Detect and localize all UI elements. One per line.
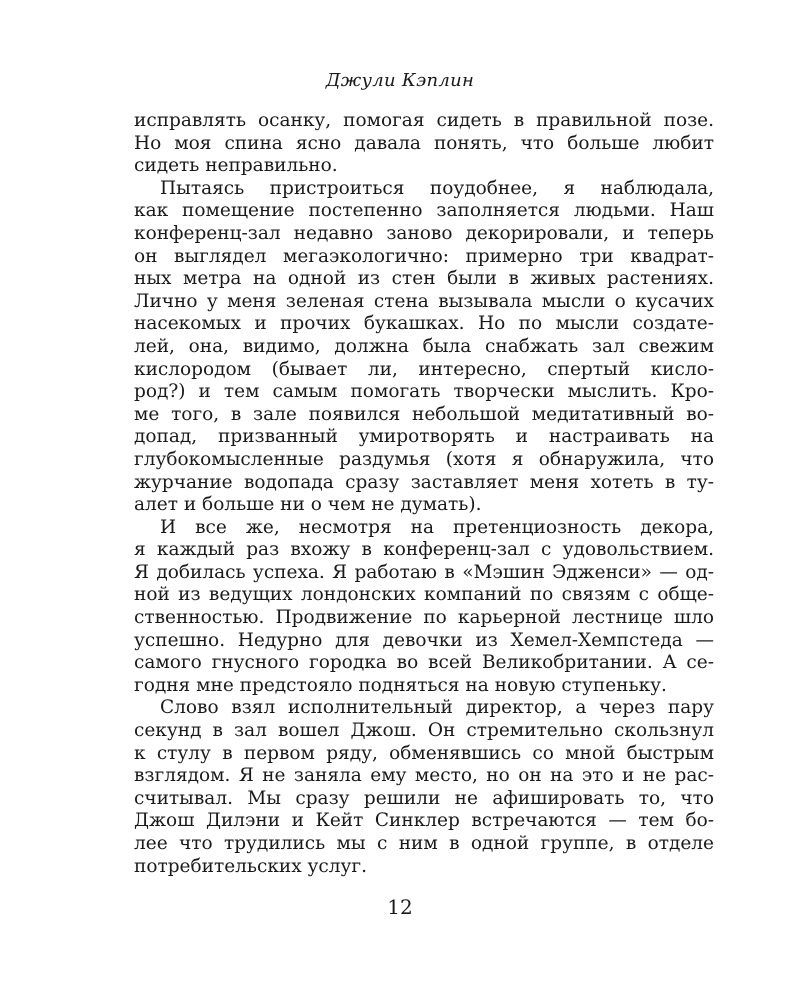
text-line: род?) и тем самым помогать творчески мыслить. Кро-	[134, 381, 714, 403]
body-text	[134, 110, 714, 878]
text-line: насекомых и прочих букашках. Но по мысли создате-	[134, 313, 714, 335]
text-line: лей, она, видимо, должна была снабжать зал свежим	[134, 335, 714, 357]
text-line: потребительских услуг.	[134, 855, 367, 877]
text-line: самого гнусного городка во всей Великобритании. А се-	[134, 652, 714, 674]
text-line: ме того, в зале появился небольшой медитативный во-	[134, 403, 714, 425]
text-line: лее что трудились мы с ним в одной группе, в отделе	[134, 833, 714, 854]
text-line: он выглядел мегаэкологично: примерно три квадрат-	[134, 245, 714, 267]
text-line: Слово взял исполнительный директор, а через пару	[160, 697, 714, 719]
text-line: Я добилась успеха. Я работаю в «Мэшин Эдженси» — од-	[134, 561, 714, 583]
text-line: кислородом (бывает ли, интересно, спертый кисло-	[134, 358, 714, 380]
text-line: я каждый раз вхожу в конференц-зал с удовольствием.	[134, 539, 714, 561]
text-line: годня мне предстояло подняться на новую ступеньку.	[134, 674, 667, 696]
text-line: Джош Дилэни и Кейт Синклер встречаются — тем бо-	[134, 810, 714, 832]
text-line: считывал. Мы сразу решили не афишировать то, что	[134, 787, 714, 809]
paragraph-3	[134, 517, 714, 698]
text-line: сидеть неправильно.	[134, 155, 338, 177]
text-line: успешно. Недурно для девочки из Хемел-Хемпстеда —	[134, 629, 714, 651]
text-line: Но моя спина ясно давала понять, что больше любит	[134, 132, 714, 154]
text-line: исправлять осанку, помогая сидеть в правильной позе.	[134, 110, 714, 131]
text-line: журчание водопада сразу заставляет меня хотеть в ту-	[134, 471, 714, 493]
text-line: алет и больше ни о чем не думать).	[134, 494, 482, 516]
text-line: взглядом. Я не заняла ему место, но он на это и не рас-	[134, 765, 714, 787]
text-line: глубокомысленные раздумья (хотя я обнаружила, что	[134, 448, 714, 470]
page-number: 12	[387, 895, 413, 919]
paragraph-1	[134, 110, 714, 178]
text-line: ственностью. Продвижение по карьерной лестнице шло	[134, 607, 714, 629]
text-line: допад, призванный умиротворять и настраивать на	[134, 426, 714, 448]
text-line: Лично у меня зеленая стена вызывала мысли о кусачих	[134, 290, 714, 312]
text-line: секунд в зал вошел Джош. Он стремительно скользнул	[134, 720, 714, 742]
text-line: И все же, несмотря на претенциозность декора,	[160, 516, 714, 538]
running-head-author: Джули Кэплин	[325, 70, 475, 91]
paragraph-2	[134, 178, 714, 517]
text-line: конференц-зал недавно заново декорировали, и теперь	[134, 222, 714, 244]
text-line: Пытаясь пристроиться поудобнее, я наблюдала,	[160, 177, 714, 199]
text-line: ной из ведущих лондонских компаний по связям с обще-	[134, 584, 714, 606]
paragraph-4	[134, 697, 714, 878]
text-line: ных метра на одной из стен были в живых растениях.	[134, 268, 714, 290]
text-line: к стулу в первом ряду, обменявшись со мной быстрым	[134, 742, 714, 764]
text-line: как помещение постепенно заполняется людьми. Наш	[134, 200, 714, 222]
